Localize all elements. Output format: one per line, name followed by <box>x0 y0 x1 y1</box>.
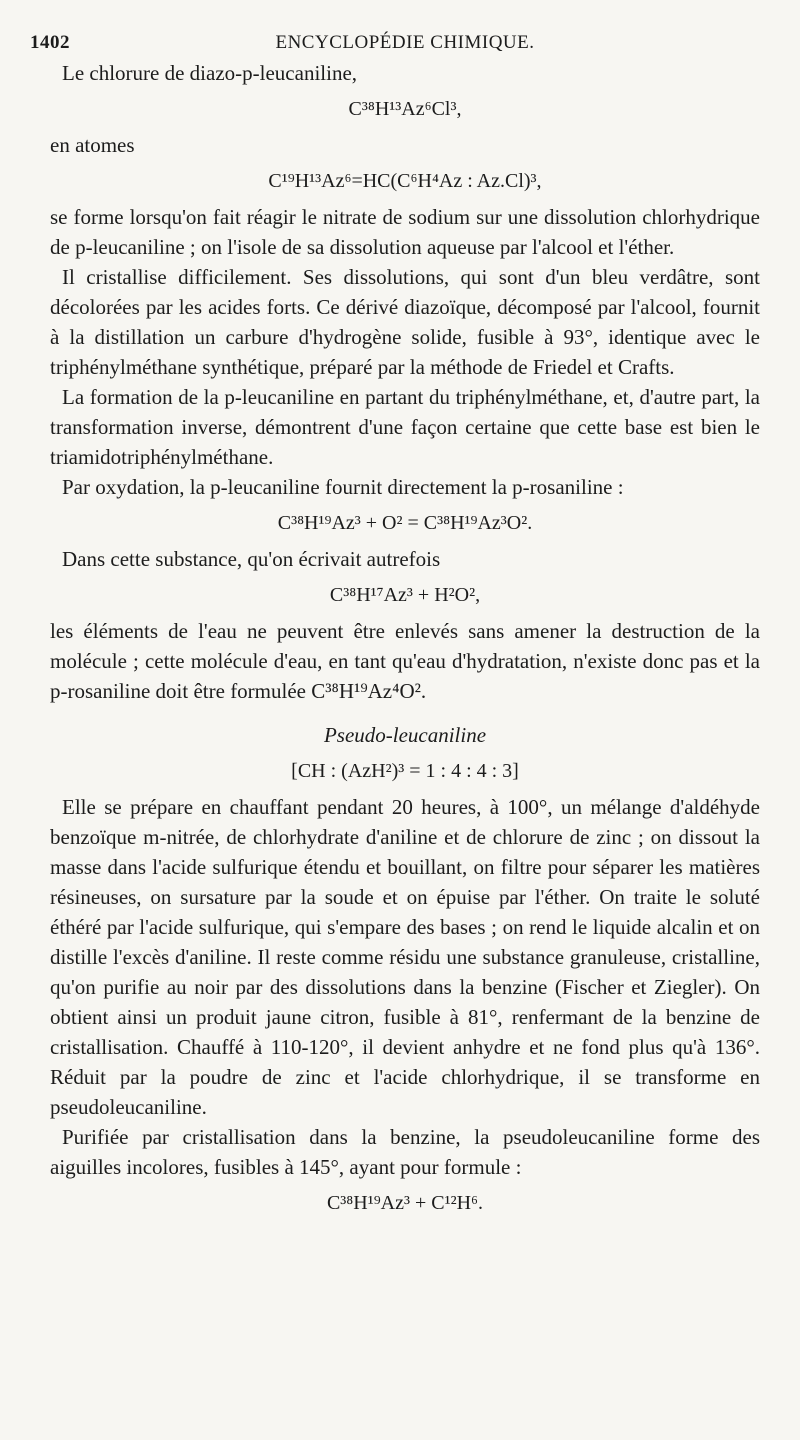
paragraph-substance: Dans cette substance, qu'on écrivait autrefois <box>62 547 441 571</box>
paragraph-intro: Le chlorure de diazo-p-leucaniline, <box>62 61 358 85</box>
paragraph-triphenylmethane: La formation de la p-leucaniline en partant du triphénylméthane, et, d'autre part, la transformation inverse, démontrent d'une façon certaine que cette base est bien le triamidotriphénylméthane. <box>50 385 760 469</box>
paragraph-water: les éléments de l'eau ne peuvent être enlevés sans amener la destruction de la molécule ; cette molécule d'eau, en tant qu'eau d'hydratation, n'existe donc pas et la p-rosaniline doit être formulée C³⁸H¹⁹Az⁴O². <box>50 619 760 703</box>
paragraph-crystallization: Il cristallise difficilement. Ses dissolutions, qui sont d'un bleu verdâtre, sont décolorées par les acides forts. Ce dérivé diazoïque, décomposé par l'alcool, fournit à la distillation un carbure d'hydrogène solide, fusible à 93°, identique avec le triphénylméthane synthétique, préparé par la méthode de Friedel et Crafts. <box>50 265 760 379</box>
formula-atoms: C¹⁹H¹³Az⁶=HC(C⁶H⁴Az : Az.Cl)³, <box>268 170 542 192</box>
paragraph-oxidation: Par oxydation, la p-leucaniline fournit directement la p-rosaniline : <box>62 475 624 499</box>
page-header <box>30 22 760 58</box>
formula-diazo-chloride: C³⁸H¹³Az⁶Cl³, <box>348 98 462 120</box>
formula-old: C³⁸H¹⁷Az³ + H²O², <box>329 584 481 606</box>
formula-rosaniline: C³⁸H¹⁹Az³ + O² = C³⁸H¹⁹Az³O². <box>277 512 533 534</box>
formula-final: C³⁸H¹⁹Az³ + C¹²H⁶. <box>326 1192 484 1214</box>
section-heading: Pseudo-leucaniline <box>323 723 487 747</box>
body-text <box>50 58 760 1218</box>
paragraph-preparation: Elle se prépare en chauffant pendant 20 heures, à 100°, un mélange d'aldéhyde benzoïque m-nitrée, de chlorhydrate d'aniline et de chlorure de zinc ; on dissout la masse dans l'acide sulfurique étendu et bouillant, on filtre pour séparer les matières résineuses, on sursature par la soude et on épuise par l'éther. On traite le soluté éthéré par l'acide sulfurique, qui s'empare des bases ; on rend le liquide alcalin et on distille l'excès d'aniline. Il reste comme résidu une substance granuleuse, cristalline, qu'on purifie au noir par des dissolutions dans la benzine (Fischer et Ziegler). On obtient ainsi un produit jaune citron, fusible à 81°, renfermant de la benzine de cristallisation. Chauffé à 110-120°, il devient anhydre et ne fond plus qu'à 136°. Réduit par la poudre de zinc et l'acide chlorhydrique, il se transforme en pseudoleucaniline. <box>50 795 760 1119</box>
running-title: ENCYCLOPÉDIE CHIMIQUE. <box>275 32 535 53</box>
page-number: 1402 <box>30 32 70 53</box>
formula-pseudo: [CH : (AzH²)³ = 1 : 4 : 4 : 3] <box>291 760 519 782</box>
paragraph-purification: Purifiée par cristallisation dans la benzine, la pseudoleucaniline forme des aiguilles incolores, fusibles à 145°, ayant pour formule : <box>50 1125 760 1179</box>
paragraph-en-atomes: en atomes <box>50 133 135 157</box>
paragraph-formation: se forme lorsqu'on fait réagir le nitrate de sodium sur une dissolution chlorhydrique de p-leucaniline ; on l'isole de sa dissolution aqueuse par l'alcool et l'éther. <box>50 205 760 259</box>
